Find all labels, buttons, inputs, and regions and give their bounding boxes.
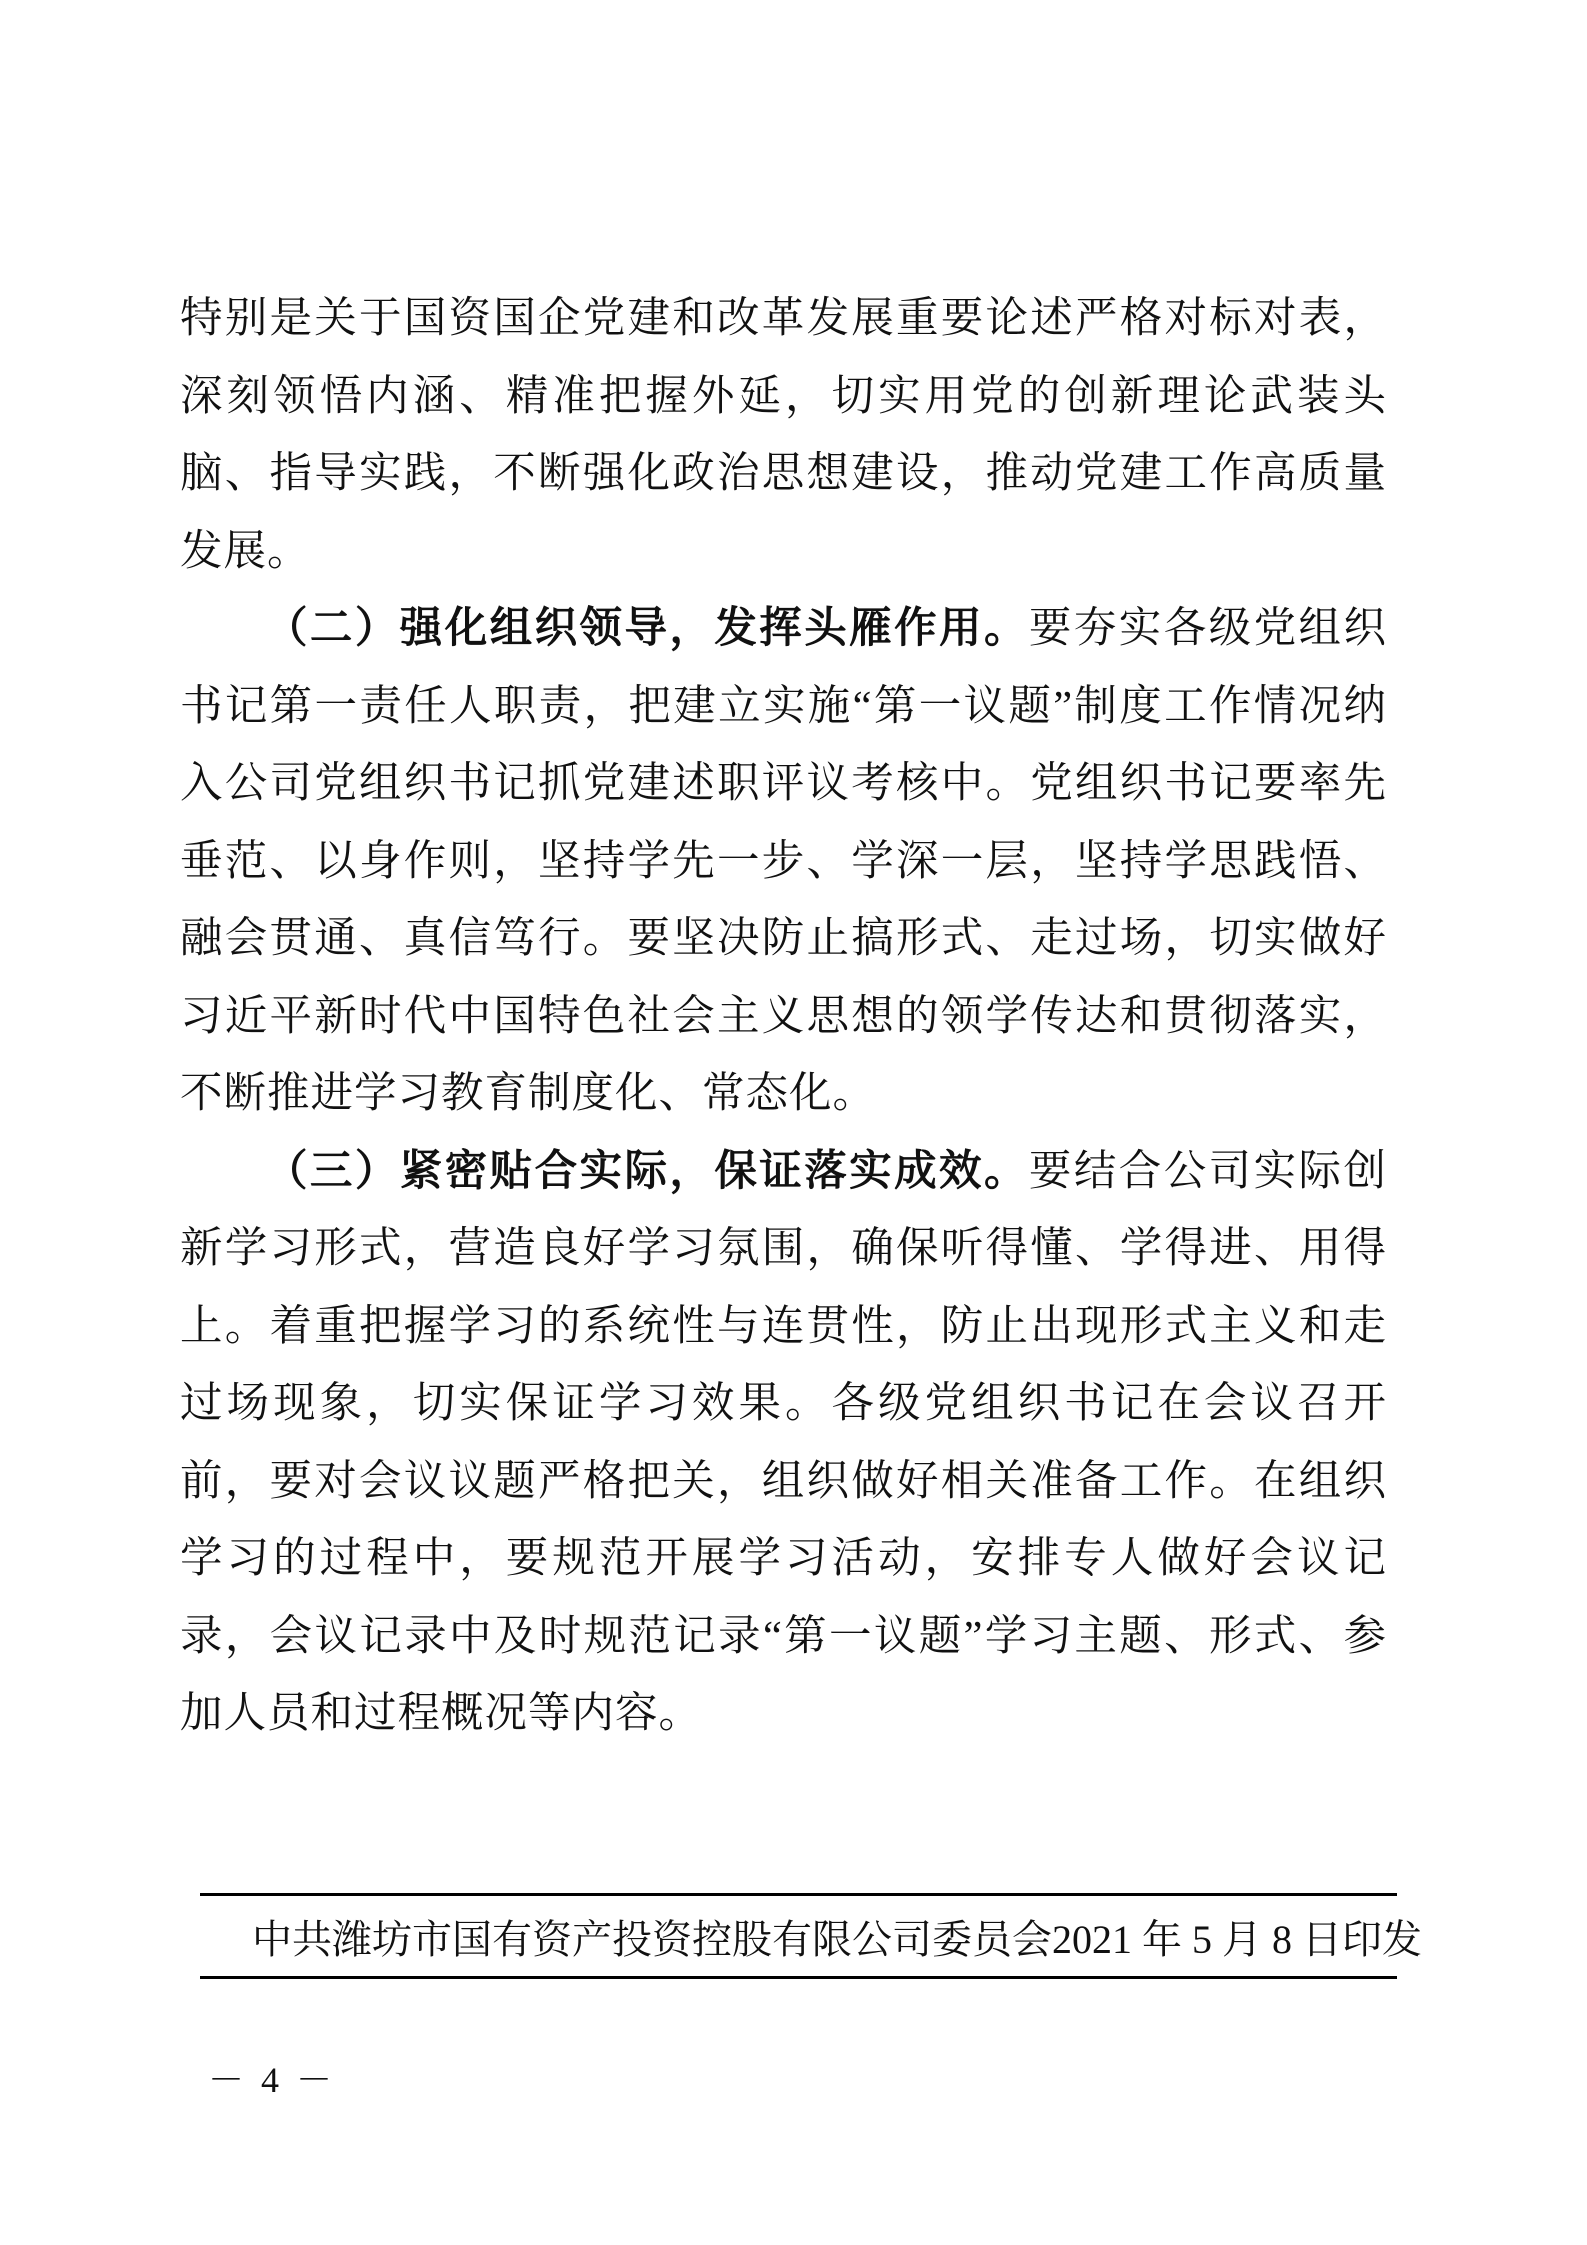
paragraph [180,280,1387,590]
body-text [180,280,1387,1753]
footer-colophon [200,1893,1422,1979]
paragraph [180,1133,1387,1753]
paragraph [180,590,1387,1133]
paragraph-text: 要夯实各级党组织书记第一责任人职责，把建立实施“第一议题”制度工作情况纳入公司党组织书记抓党建述职评议考核中。党组织书记要率先垂范、以身作则，坚持学先一步、学深一层，坚持学思践悟、融会贯通、真信笃行。要坚决防止搞形式、走过场，切实做好习近平新时代中国特色社会主义思想的领学传达和贯彻落实，不断推进学习教育制度化、常态化。 [180,605,1387,1117]
paragraph-heading-text: （二）强化组织领导，发挥头雁作用。 [265,605,1029,652]
paragraph-heading-text: （三）紧密贴合实际，保证落实成效。 [265,1147,1029,1195]
footer-print-date: 2021 年 5 月 8 日印发 [1052,1916,1422,1962]
paragraph-text: 要结合公司实际创新学习形式，营造良好学习氛围，确保听得懂、学得进、用得上。着重把握学习的系统性与连贯性，防止出现形式主义和走过场现象，切实保证学习效果。各级党组织书记在会议召开前，要对会议议题严格把关，组织做好相关准备工作。在组织学习的过程中，要规范开展学习活动，安排专人做好会议记录，会议记录中及时规范记录“第一议题”学习主题、形式、参加人员和过程概况等内容。 [180,1147,1387,1737]
page-number: － 4 － [208,2060,337,2100]
footer-issuer: 中共潍坊市国有资产投资控股有限公司委员会 [252,1916,1052,1962]
paragraph-text: 特别是关于国资国企党建和改革发展重要论述严格对标对表，深刻领悟内涵、精准把握外延，切实用党的创新理论武装头脑、指导实践，不断强化政治思想建设，推动党建工作高质量发展。 [180,295,1387,575]
